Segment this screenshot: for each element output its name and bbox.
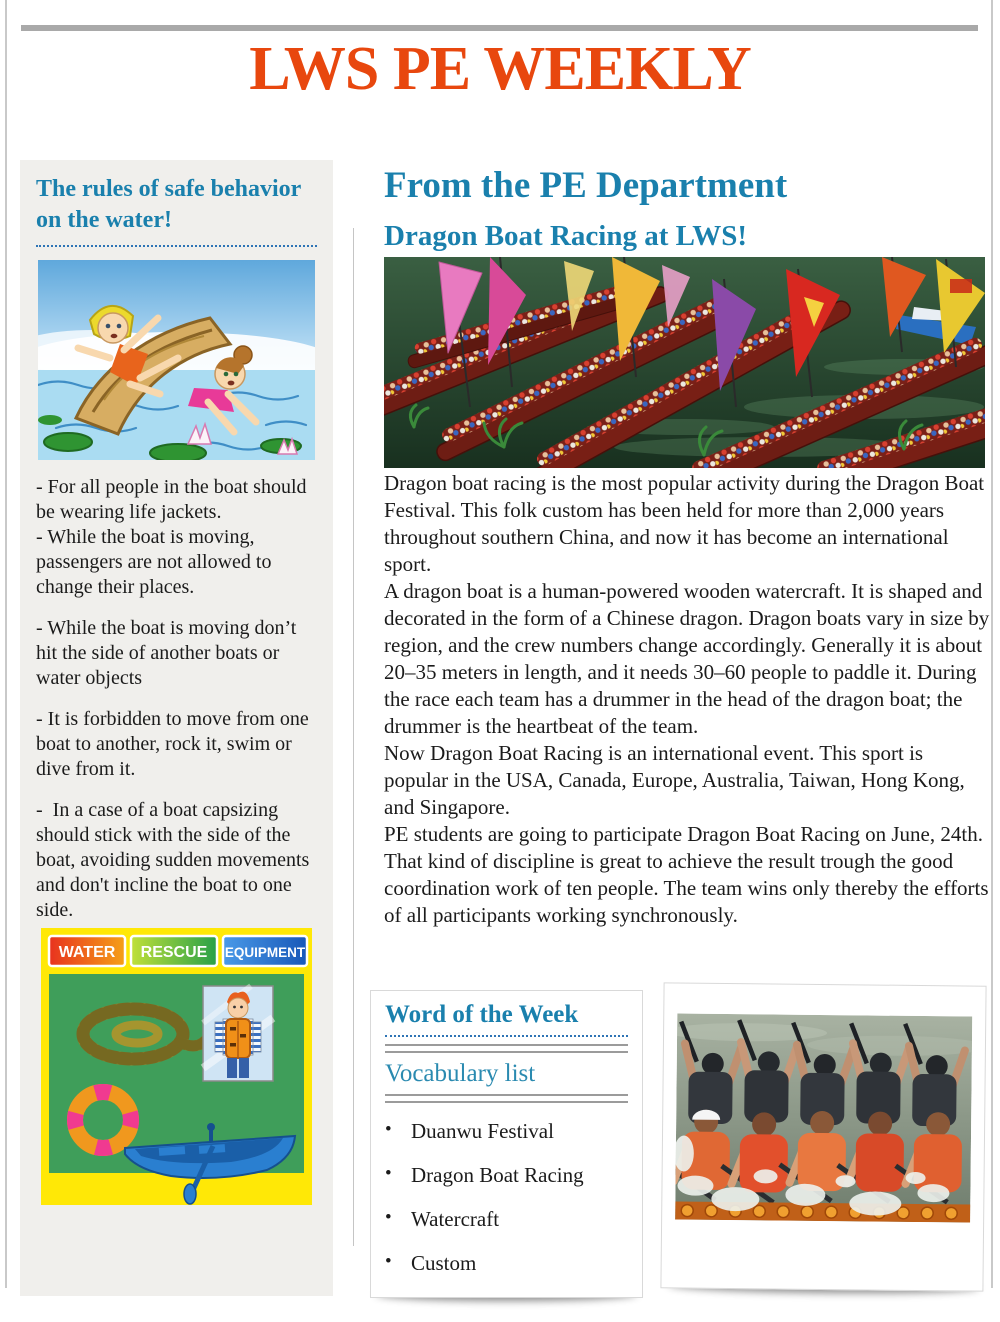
equipment-label-rescue: RESCUE [140,944,208,961]
rule-divider [385,1044,628,1053]
bullet-icon: • [385,1251,392,1272]
safety-rule: - It is forbidden to move from one boat to another, rock it, swim or dive from it. [36,708,314,780]
bullet-icon: • [385,1119,392,1140]
dragon-boat-festival-photo [384,257,985,468]
word-of-week-heading: Word of the Week [385,1001,628,1037]
vocabulary-item [385,1163,628,1207]
vocabulary-item [385,1251,628,1295]
bullet-icon: • [385,1207,392,1228]
safety-rule: - For all people in the boat should be wearing life jackets. [36,476,312,523]
safety-rule: - While the boat is moving don’t hit the side of another boats or water objects [36,617,302,689]
article-paragraph: PE students are going to participate Dragon Boat Racing on June, 24th. That kind of discipline is great to achieve the result trough the good coordination work of ten people. The team wins only thereby the efforts of all participants working synchronously. [384,822,989,927]
main-heading: From the PE Department [384,165,788,206]
vocabulary-term: Dragon Boat Racing [411,1163,584,1187]
vocabulary-term: Custom [411,1251,477,1275]
bullet-icon: • [385,1163,392,1184]
vocabulary-item [385,1119,628,1163]
rule-divider [385,1094,628,1103]
main-subheading: Dragon Boat Racing at LWS! [384,220,748,252]
dragon-boat-paddlers-photo [675,1013,972,1222]
sidebar-heading: The rules of safe behavior on the water! [36,174,317,247]
life-jacket-icon [203,986,273,1081]
vocabulary-item [385,1207,628,1251]
article-paragraph: Now Dragon Boat Racing is an international event. This sport is popular in the USA, Canada, Europe, Australia, Taiwan, Hong Kong, and Singapore. [384,741,965,819]
vocabulary-list [385,1119,628,1295]
word-of-the-week-card [370,990,643,1298]
sidebar-safety-rules [20,160,333,1296]
water-rescue-equipment-image [41,928,312,1205]
vocabulary-term: Watercraft [411,1207,500,1231]
paddlers-polaroid-card [660,982,986,1291]
equipment-label-water: WATER [58,944,116,961]
article-body [384,470,990,929]
safety-rules-list [36,475,317,923]
newsletter-title: LWS PE WEEKLY [249,35,751,103]
page-border-left [5,0,7,1288]
vocabulary-term: Duanwu Festival [411,1119,554,1143]
safety-rule: - While the boat is moving, passengers are not allowed to change their places. [36,526,277,598]
vocabulary-subheading: Vocabulary list [385,1060,536,1087]
article-paragraph: Dragon boat racing is the most popular activity during the Dragon Boat Festival. This folk custom has been held for more than 2,000 years throughout southern China, and now it has become an international sport. [384,471,985,576]
column-divider [353,228,354,1246]
top-horizontal-rule [21,25,978,31]
capsize-cartoon-image [38,260,315,460]
safety-rule: - In a case of a boat capsizing should stick with the side of the boat, avoiding sudden movements and don't incline the boat to one side. [36,799,315,921]
equipment-label-equipment: EQUIPMENT [224,945,306,960]
article-paragraph: A dragon boat is a human-powered wooden watercraft. It is shaped and decorated in the form of a Chinese dragon. Dragon boats vary in size by region, and the crew numbers change accordingly. Generally it is about 20–35 meters in length, and it needs 30–60 people to paddle it. During the race each team has a drummer in the head of the dragon boat; the drummer is the heartbeat of the team. [384,579,990,738]
